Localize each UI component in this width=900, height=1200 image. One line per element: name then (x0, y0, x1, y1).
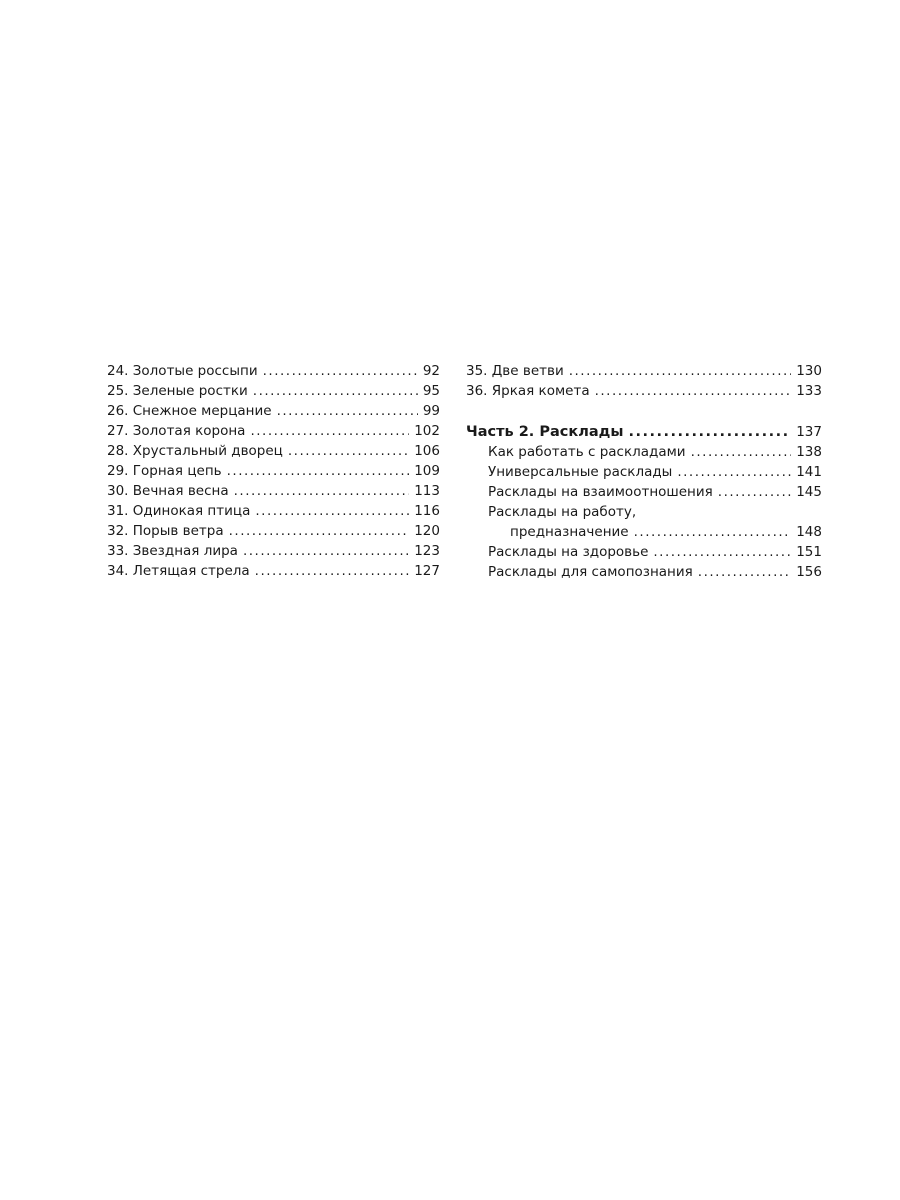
toc-entry-title-continued: предназначение (510, 524, 629, 540)
toc-entry-page: 99 (422, 403, 440, 419)
toc-entry-title: Как работать с раскладами (488, 444, 686, 460)
toc-subentry[interactable] (466, 482, 822, 502)
toc-entry[interactable] (466, 361, 822, 381)
toc-entry-title: 31. Одинокая птица (107, 503, 251, 519)
toc-entry-page: 138 (796, 444, 822, 460)
toc-entry-page: 102 (414, 423, 440, 439)
leader-dots (243, 541, 409, 561)
leader-dots (691, 442, 792, 462)
leader-dots (263, 361, 418, 381)
toc-entry[interactable] (107, 421, 440, 441)
leader-dots (255, 561, 410, 581)
toc-entry-title: 28. Хрустальный дворец (107, 443, 283, 459)
toc-entry-title: Расклады на работу, (488, 504, 637, 520)
toc-entry[interactable] (107, 401, 440, 421)
toc-subentry[interactable] (466, 462, 822, 482)
toc-entry-page: 127 (414, 563, 440, 579)
toc-entry-page: 123 (414, 543, 440, 559)
toc-entry-page: 141 (796, 464, 822, 480)
toc-entry-title: 34. Летящая стрела (107, 563, 250, 579)
leader-dots (227, 461, 410, 481)
toc-entry-title: 29. Горная цепь (107, 463, 222, 479)
leader-dots (253, 381, 418, 401)
toc-entry-continuation (466, 522, 822, 542)
leader-dots (255, 501, 409, 521)
toc-entry[interactable] (107, 501, 440, 521)
leader-dots (595, 381, 792, 401)
toc-entry[interactable] (107, 521, 440, 541)
toc-entry-title: 27. Золотая корона (107, 423, 246, 439)
toc-entry-page: 106 (414, 443, 440, 459)
toc-left-column (107, 361, 440, 581)
toc-entry-page: 109 (414, 463, 440, 479)
toc-entry-page: 151 (796, 544, 822, 560)
toc-part-heading[interactable] (466, 422, 822, 442)
toc-entry-title: 26. Снежное мерцание (107, 403, 272, 419)
toc-entry[interactable] (107, 481, 440, 501)
toc-entry[interactable] (107, 361, 440, 381)
leader-dots (653, 542, 791, 562)
toc-entry-title: 35. Две ветви (466, 363, 564, 379)
leader-dots (288, 441, 409, 461)
toc-entry-page: 92 (422, 363, 440, 379)
leader-dots (250, 421, 409, 441)
toc-right-column (466, 361, 822, 582)
toc-entry-page: 130 (796, 363, 822, 379)
toc-entry-title: Расклады на взаимоотношения (488, 484, 713, 500)
toc-entry-page: 113 (414, 483, 440, 499)
leader-dots (628, 422, 791, 442)
toc-entry-page: 156 (796, 564, 822, 580)
toc-subentry[interactable] (466, 542, 822, 562)
toc-entry-title: 36. Яркая комета (466, 383, 590, 399)
toc-part-page: 137 (796, 424, 822, 440)
toc-entry-title: Универсальные расклады (488, 464, 673, 480)
toc-entry-title: 25. Зеленые ростки (107, 383, 248, 399)
toc-entry-page: 116 (414, 503, 440, 519)
leader-dots (277, 401, 418, 421)
toc-entry[interactable] (107, 541, 440, 561)
toc-entry-page: 145 (796, 484, 822, 500)
toc-entry-title: Расклады на здоровье (488, 544, 649, 560)
leader-dots (234, 481, 410, 501)
leader-dots (677, 462, 791, 482)
leader-dots (634, 522, 792, 542)
toc-entry-page: 95 (422, 383, 440, 399)
toc-entry[interactable] (107, 461, 440, 481)
toc-entry-page: 133 (796, 383, 822, 399)
toc-entry-title: 24. Золотые россыпи (107, 363, 258, 379)
toc-subentry-multiline[interactable] (466, 502, 822, 542)
toc-part-title: Часть 2. Расклады (466, 424, 624, 440)
toc-entry[interactable] (466, 381, 822, 401)
toc-entry-page: 120 (414, 523, 440, 539)
toc-entry[interactable] (107, 441, 440, 461)
toc-subentry[interactable] (466, 562, 822, 582)
toc-entry[interactable] (107, 561, 440, 581)
leader-dots (698, 562, 791, 582)
leader-dots (718, 482, 791, 502)
toc-subentry[interactable] (466, 442, 822, 462)
leader-dots (229, 521, 410, 541)
toc-entry-title: 32. Порыв ветра (107, 523, 224, 539)
toc-entry-title: 33. Звездная лира (107, 543, 238, 559)
toc-entry-title: Расклады для самопознания (488, 564, 693, 580)
toc-entry[interactable] (107, 381, 440, 401)
toc-entry-page: 148 (796, 524, 822, 540)
toc-entry-title: 30. Вечная весна (107, 483, 229, 499)
leader-dots (569, 361, 792, 381)
